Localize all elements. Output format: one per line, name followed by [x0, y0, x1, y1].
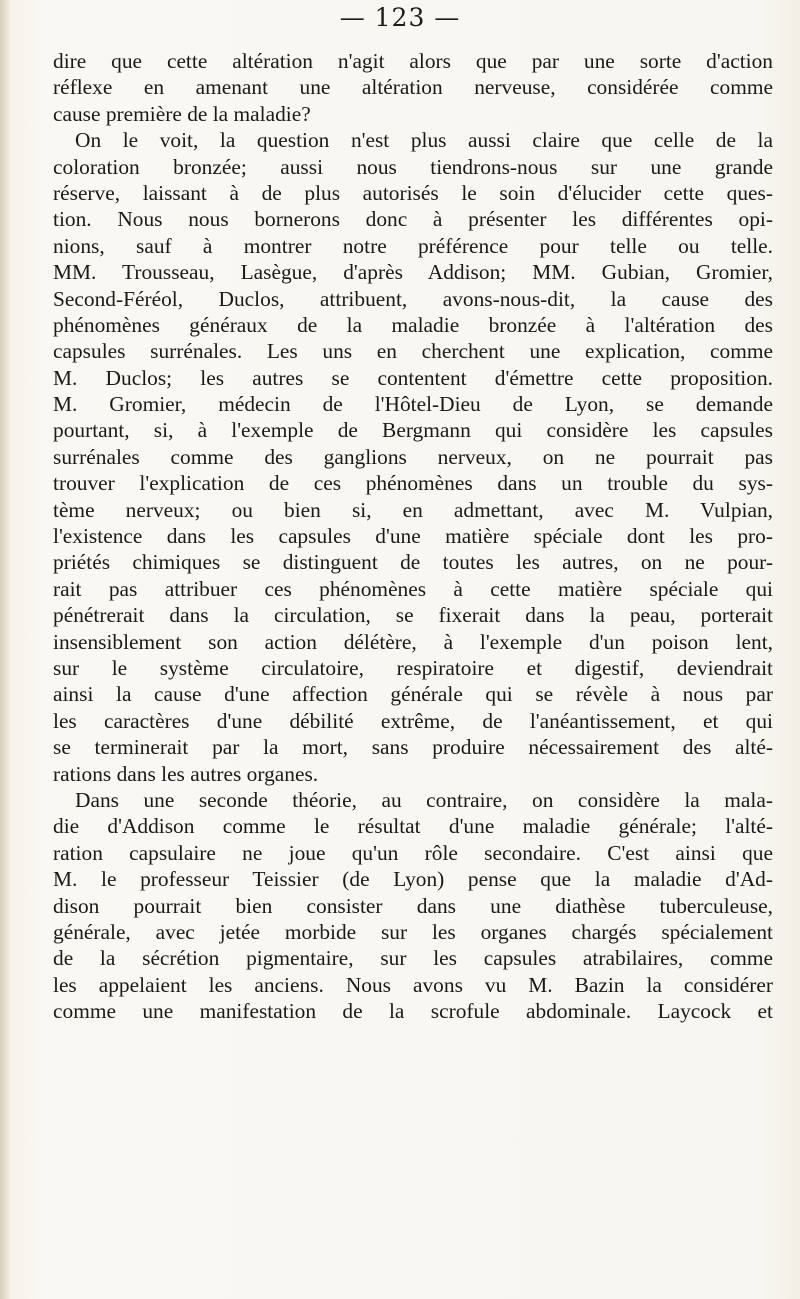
- text-line: trouver l'explication de ces phénomènes dans un trouble du sys-: [53, 471, 773, 496]
- text-line: les appelaient les anciens. Nous avons vu M. Bazin la considérer: [53, 972, 773, 997]
- page-binding-edge: [0, 0, 10, 1299]
- text-line: M. le professeur Teissier (de Lyon) pense que la maladie d'Ad-: [53, 867, 773, 892]
- text-line: nions, sauf à montrer notre préférence pour telle ou telle.: [53, 233, 773, 258]
- text-line: capsules surrénales. Les uns en cherchent une explication, comme: [53, 339, 773, 364]
- text-line: dison pourrait bien consister dans une diathèse tuberculeuse,: [53, 893, 773, 918]
- text-line: surrénales comme des ganglions nerveux, on ne pourrait pas: [53, 444, 773, 469]
- text-line: coloration bronzée; aussi nous tiendrons-nous sur une grande: [53, 154, 773, 179]
- text-line: générale, avec jetée morbide sur les organes chargés spécialement: [53, 919, 773, 944]
- text-line: tion. Nous nous bornerons donc à présenter les différentes opi-: [53, 207, 773, 232]
- text-line: rait pas attribuer ces phénomènes à cette matière spéciale qui: [53, 576, 773, 601]
- text-line: l'existence dans les capsules d'une matière spéciale dont les pro-: [53, 524, 773, 549]
- text-line: die d'Addison comme le résultat d'une maladie générale; l'alté-: [53, 814, 773, 839]
- body-text: [53, 48, 773, 1024]
- page-number: — 123 —: [339, 3, 461, 32]
- text-line: M. Gromier, médecin de l'Hôtel-Dieu de Lyon, se demande: [53, 392, 773, 417]
- text-line: On le voit, la question n'est plus aussi claire que celle de la: [75, 128, 773, 153]
- text-line: de la sécrétion pigmentaire, sur les capsules atrabilaires, comme: [53, 946, 773, 971]
- text-line: comme une manifestation de la scrofule abdominale. Laycock et: [53, 999, 773, 1024]
- text-line: tème nerveux; ou bien si, en admettant, avec M. Vulpian,: [53, 497, 773, 522]
- text-line: se terminerait par la mort, sans produire nécessairement des alté-: [53, 735, 773, 760]
- text-line: rations dans les autres organes.: [53, 761, 319, 786]
- text-line: phénomènes généraux de la maladie bronzée à l'altération des: [53, 312, 773, 337]
- text-line: M. Duclos; les autres se contentent d'émettre cette proposition.: [53, 365, 773, 390]
- text-line: réflexe en amenant une altération nerveuse, considérée comme: [53, 75, 773, 100]
- text-line: réserve, laissant à de plus autorisés le soin d'élucider cette ques-: [53, 180, 773, 205]
- text-line: sur le système circulatoire, respiratoire et digestif, deviendrait: [53, 655, 773, 680]
- text-line: pourtant, si, à l'exemple de Bergmann qui considère les capsules: [53, 418, 773, 443]
- text-line: insensiblement son action délétère, à l'exemple d'un poison lent,: [53, 629, 773, 654]
- text-line: ainsi la cause d'une affection générale qui se révèle à nous par: [53, 682, 773, 707]
- text-line: priétés chimiques se distinguent de toutes les autres, on ne pour-: [53, 550, 773, 575]
- text-line: pénétrerait dans la circulation, se fixerait dans la peau, porterait: [53, 603, 773, 628]
- text-line: cause première de la maladie?: [53, 101, 311, 126]
- text-line: MM. Trousseau, Lasègue, d'après Addison; MM. Gubian, Gromier,: [53, 260, 773, 285]
- text-line: dire que cette altération n'agit alors que par une sorte d'action: [53, 49, 773, 73]
- text-line: les caractères d'une débilité extrême, de l'anéantissement, et qui: [53, 708, 773, 733]
- text-line: Dans une seconde théorie, au contraire, on considère la mala-: [75, 787, 773, 812]
- text-line: ration capsulaire ne joue qu'un rôle secondaire. C'est ainsi que: [53, 840, 773, 865]
- text-line: Second-Féréol, Duclos, attribuent, avons-nous-dit, la cause des: [53, 286, 773, 311]
